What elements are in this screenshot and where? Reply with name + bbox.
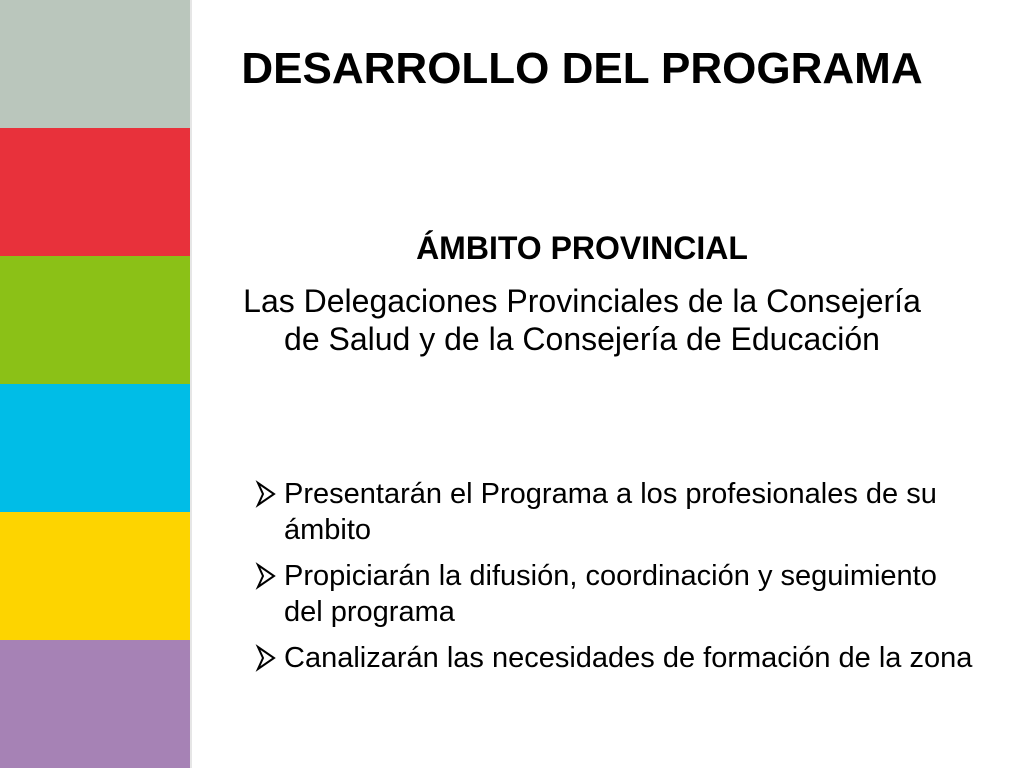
color-stripe-green	[0, 256, 190, 384]
color-stripe-red	[0, 128, 190, 256]
bullet-item	[252, 476, 982, 548]
color-stripe-cyan	[0, 384, 190, 512]
bullet-text: Canalizarán las necesidades de formación de la zona	[284, 642, 973, 674]
slide-content	[232, 0, 996, 768]
color-stripe-bar	[0, 0, 190, 768]
stripe-edge-divider	[190, 0, 192, 768]
arrowhead-bullet-icon	[254, 562, 278, 590]
bullet-item	[252, 640, 982, 676]
bullet-text: Presentarán el Programa a los profesionales de su ámbito	[284, 478, 937, 546]
bullet-item	[252, 558, 982, 630]
slide-title: DESARROLLO DEL PROGRAMA	[241, 44, 923, 93]
color-stripe-purple	[0, 640, 190, 768]
color-stripe-yellow	[0, 512, 190, 640]
arrowhead-bullet-icon	[254, 480, 278, 508]
slide-subtitle: ÁMBITO PROVINCIAL	[416, 230, 748, 266]
bullet-text: Propiciarán la difusión, coordinación y seguimiento del programa	[284, 560, 937, 628]
intro-paragraph: Las Delegaciones Provinciales de la Consejería de Salud y de la Consejería de Educación	[243, 283, 921, 357]
arrowhead-bullet-icon	[254, 644, 278, 672]
bullet-list	[252, 476, 982, 686]
color-stripe-gray	[0, 0, 190, 128]
